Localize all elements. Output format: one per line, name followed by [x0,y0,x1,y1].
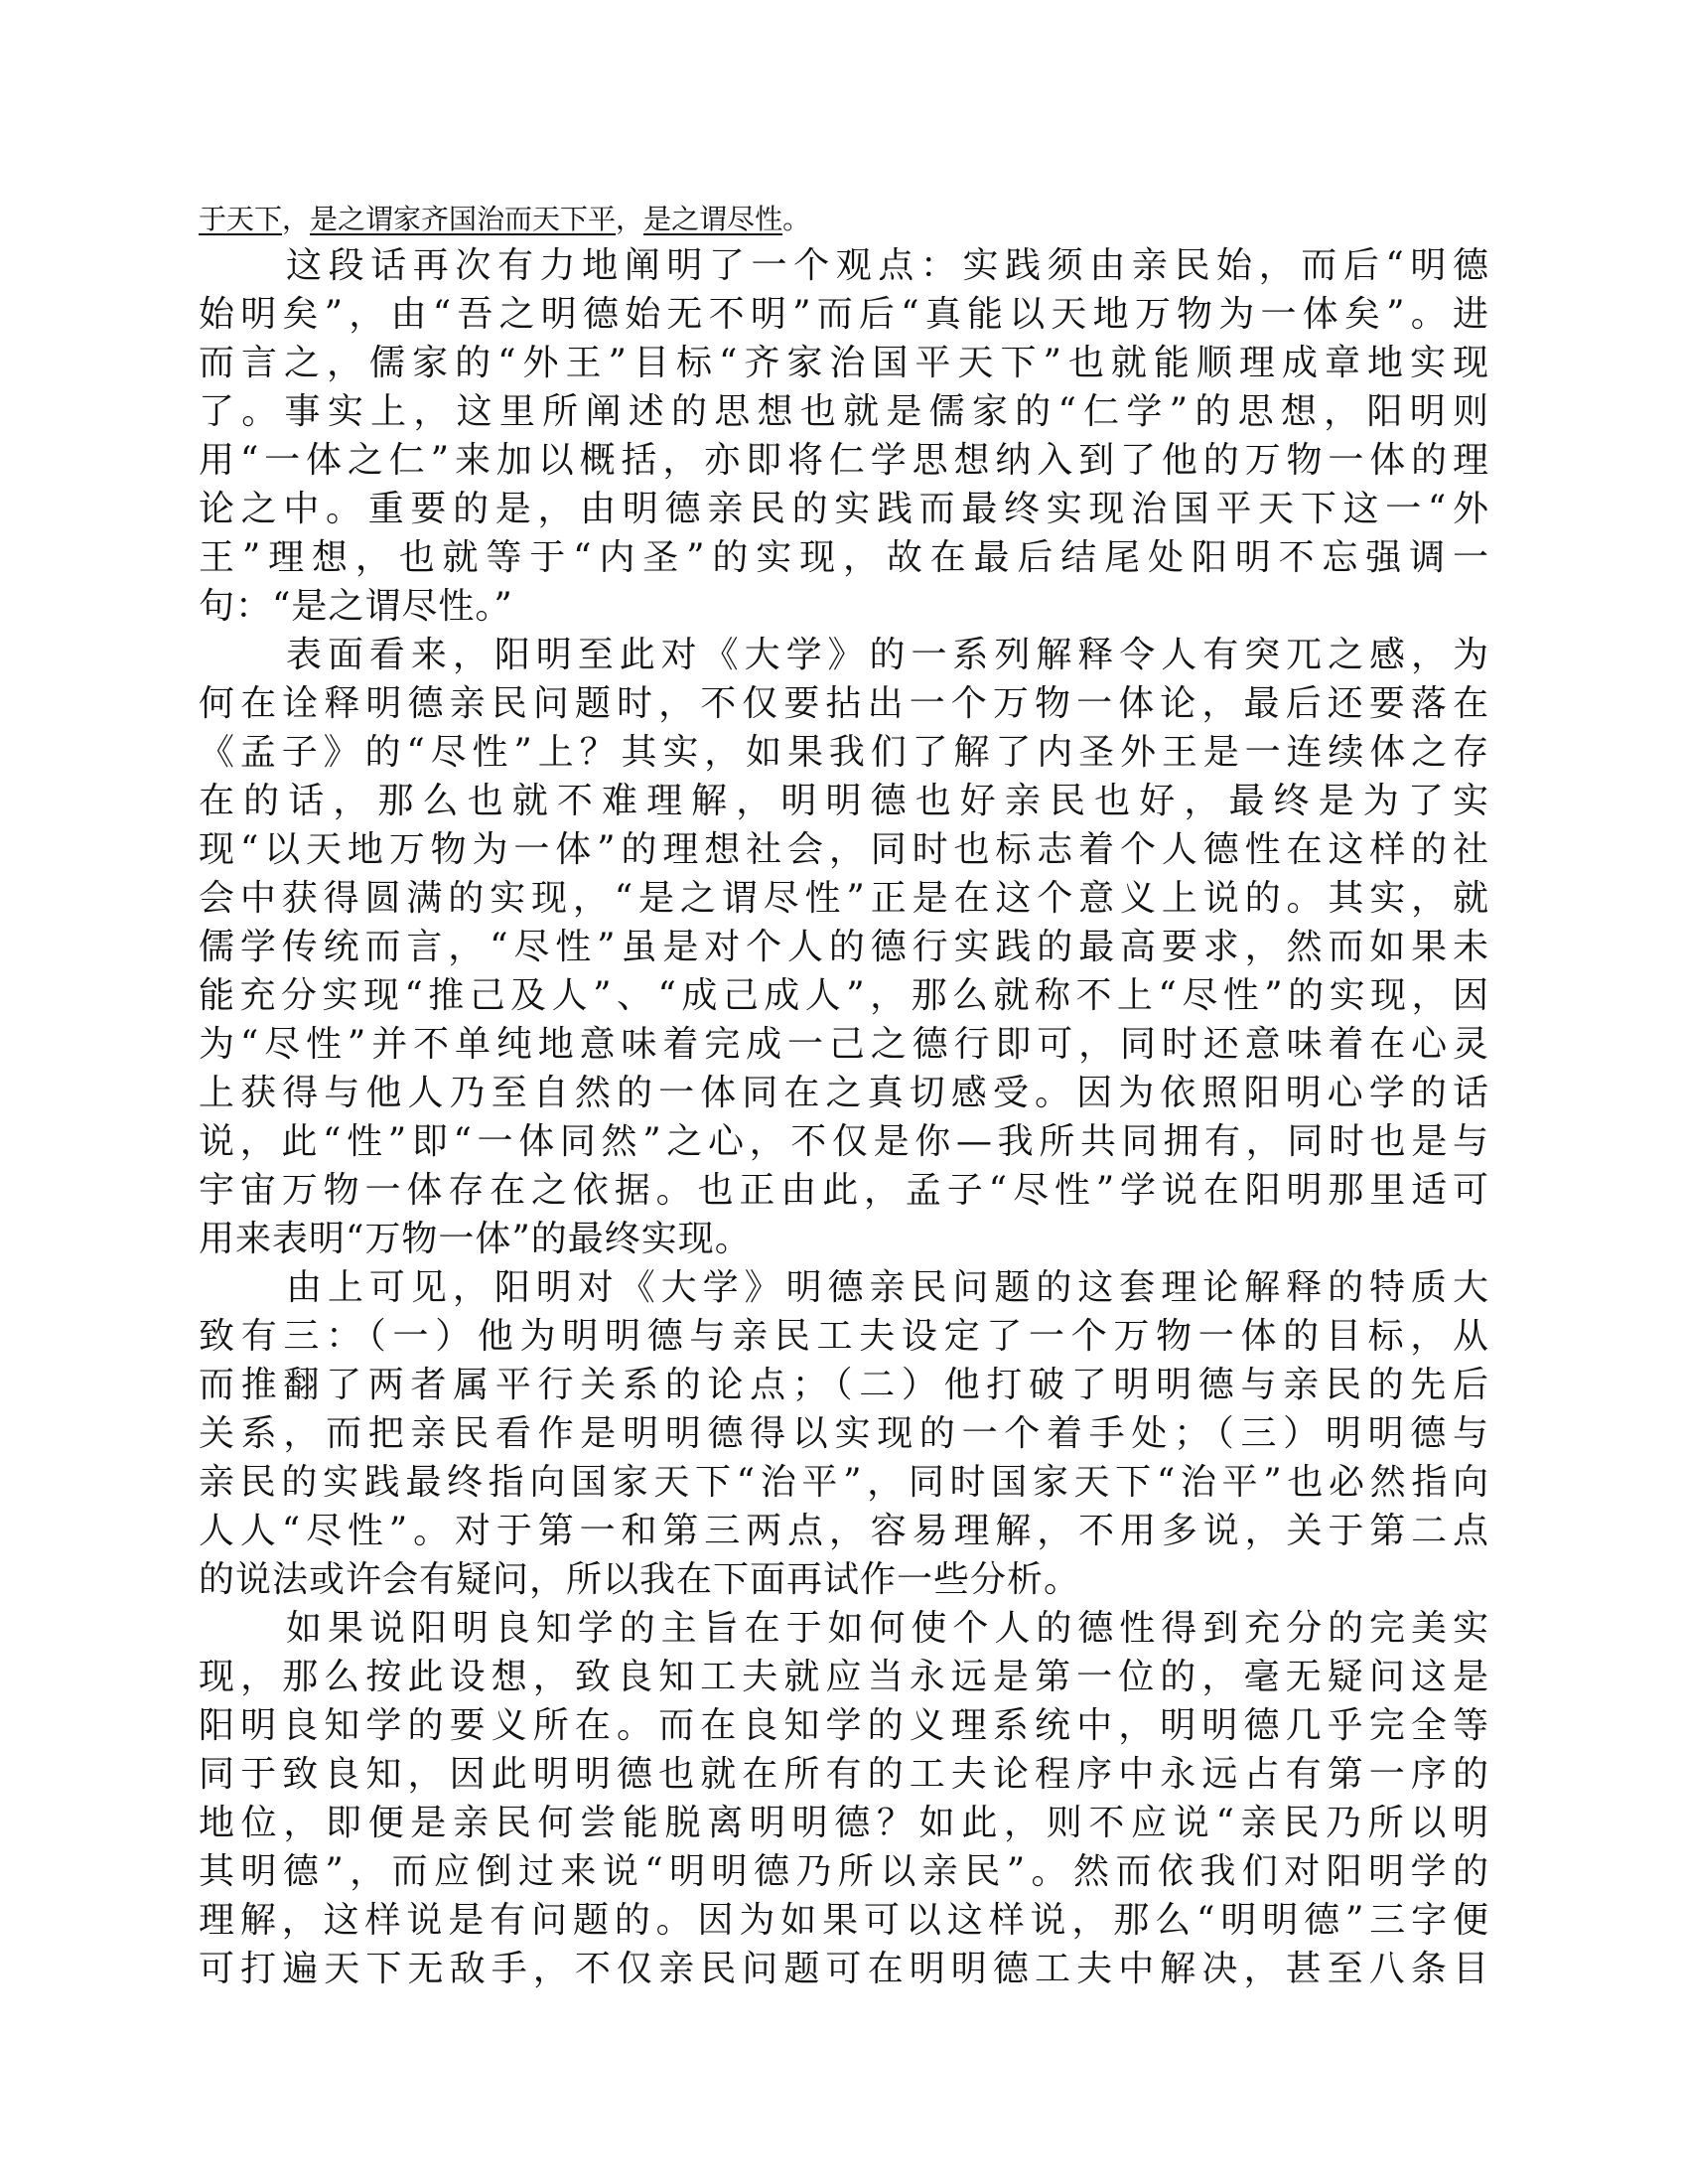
paragraph-line: 由上可见，阳明对《大学》明德亲民问题的这套理论解释的特质大 [286,1267,1489,1308]
paragraph-line: 在的话，那么也就不难理解，明明德也好亲民也好，最终是为了实 [199,781,1489,821]
paragraph-line: 现“以天地万物为一体”的理想社会，同时也标志着个人德性在这样的社 [199,829,1489,870]
paragraph-line: 《孟子》的“尽性”上？其实，如果我们了解了内圣外王是一连续体之存 [199,732,1489,773]
paragraph-line: 人人“尽性”。对于第一和第三两点，容易理解，不用多说，关于第二点 [199,1511,1489,1551]
paragraph-line: 而推翻了两者属平行关系的论点；（二）他打破了明明德与亲民的先后 [199,1365,1489,1405]
paragraph-line: 上获得与他人乃至自然的一体同在之真切感受。因为依照阳明心学的话 [199,1073,1489,1113]
paragraph-line: 王”理想，也就等于“内圣”的实现，故在最后结尾处阳明不忘强调一 [199,537,1489,578]
paragraph-line: 了。事实上，这里所阐述的思想也就是儒家的“仁学”的思想，阳明则 [199,391,1489,432]
paragraph-line: 而言之，儒家的“外王”目标“齐家治国平天下”也就能顺理成章地实现 [199,343,1489,383]
paragraph-line: 能充分实现“推己及人”、“成己成人”，那么就称不上“尽性”的实现，因 [199,975,1489,1016]
paragraph-line: 会中获得圆满的实现，“是之谓尽性”正是在这个意义上说的。其实，就 [199,878,1489,919]
paragraph-line: 论之中。重要的是，由明德亲民的实践而最终实现治国平天下这一“外 [199,489,1489,529]
paragraph-line: 用来表明“万物一体”的最终实现。 [199,1219,752,1259]
paragraph-line: 何在诠释明德亲民问题时，不仅要拈出一个万物一体论，最后还要落在 [199,683,1489,724]
paragraph-line: 的说法或许会有疑问，所以我在下面再试作一些分析。 [199,1559,1081,1600]
paragraph-line: 表面看来，阳明至此对《大学》的一系列解释令人有突兀之感，为 [286,635,1489,675]
quoted-passage-tail [199,197,1489,242]
quote-separator-1: ， [282,203,311,235]
paragraph-line: 阳明良知学的要义所在。而在良知学的义理系统中，明明德几乎完全等 [199,1705,1489,1746]
quote-segment-3: 是之谓尽性 [643,203,783,235]
quote-separator-2: ， [616,203,644,235]
paragraph-line: 其明德”，而应倒过来说“明明德乃所以亲民”。然而依我们对阳明学的 [199,1851,1489,1892]
paragraph-line: 用“一体之仁”来加以概括，亦即将仁学思想纳入到了他的万物一体的理 [199,440,1489,481]
paragraph-line: 现，那么按此设想，致良知工夫就应当永远是第一位的，毫无疑问这是 [199,1657,1489,1697]
paragraph-line: 可打遍天下无敌手，不仅亲民问题可在明明德工夫中解决，甚至八条目 [199,1949,1489,1989]
quote-segment-2: 是之谓家齐国治而天下平 [310,203,617,235]
quote-end: 。 [782,203,811,235]
paragraph-line: 关系，而把亲民看作是明明德得以实现的一个着手处；（三）明明德与 [199,1413,1489,1454]
paragraph-line: 地位，即便是亲民何尝能脱离明明德？如此，则不应说“亲民乃所以明 [199,1803,1489,1843]
paragraph-line: 同于致良知，因此明明德也就在所有的工夫论程序中永远占有第一序的 [199,1754,1489,1795]
paragraph-line: 为“尽性”并不单纯地意味着完成一己之德行即可，同时还意味着在心灵 [199,1024,1489,1065]
paragraph-line: 这段话再次有力地阐明了一个观点：实践须由亲民始，而后“明德 [286,245,1489,286]
paragraph-line: 理解，这样说是有问题的。因为如果可以这样说，那么“明明德”三字便 [199,1900,1489,1941]
paragraph-line: 说，此“性”即“一体同然”之心，不仅是你—我所共同拥有，同时也是与 [199,1121,1489,1162]
paragraph-line: 致有三：（一）他为明明德与亲民工夫设定了一个万物一体的目标，从 [199,1316,1489,1357]
paragraph-line: 句：“是之谓尽性。” [199,586,513,627]
paragraph-line: 儒学传统而言，“尽性”虽是对个人的德行实践的最高要求，然而如果未 [199,927,1489,967]
paragraph-line: 宇宙万物一体存在之依据。也正由此，孟子“尽性”学说在阳明那里适可 [199,1170,1489,1211]
quote-segment-1: 于天下 [199,203,283,235]
paragraph-line: 亲民的实践最终指向国家天下“治平”，同时国家天下“治平”也必然指向 [199,1462,1489,1503]
paragraph-line: 如果说阳明良知学的主旨在于如何使个人的德性得到充分的完美实 [286,1608,1489,1649]
paragraph-line: 始明矣”，由“吾之明德始无不明”而后“真能以天地万物为一体矣”。进 [199,294,1489,335]
